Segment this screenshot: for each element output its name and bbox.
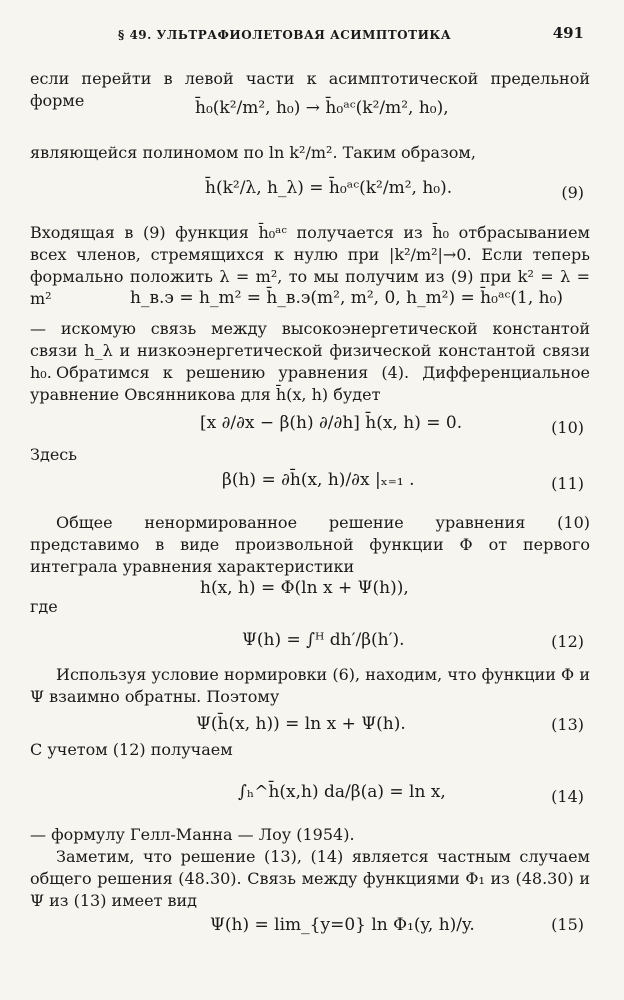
- equation-number-11: (11): [551, 474, 584, 493]
- equation-number-15: (15): [551, 915, 584, 934]
- running-header: § 49. УЛЬТРАФИОЛЕТОВАЯ АСИМПТОТИКА: [118, 28, 452, 42]
- equation-number-12: (12): [551, 632, 584, 651]
- paragraph-7: Общее ненормированное решение уравнения (10) представимо в виде произвольной функции Φ от первого интеграла уравнения характеристики: [30, 513, 590, 576]
- formula-15: Ψ(h) = lim_{y=0} ln Φ₁(y, h)/y.: [210, 915, 475, 935]
- paragraph-11: — формулу Гелл-Манна — Лоу (1954).: [30, 825, 355, 844]
- paragraph-8: где: [30, 597, 58, 616]
- formula-coupling-relation: h_в.э = h_m² = h̄_в.э(m², m², 0, h_m²) = h̄₀ᵃᶜ(1, h₀): [130, 288, 564, 308]
- paragraph-5: Обратимся к решению уравнения (4). Дифференциальное уравнение Овсянникова для h̄(x, h) будет: [30, 363, 590, 404]
- paragraph-1: если перейти в левой части к асимптотической предельной форме: [30, 69, 590, 110]
- formula-asymptotic-limit: h̄₀(k²/m², h₀) → h̄₀ᵃᶜ(k²/m², h₀),: [195, 98, 449, 118]
- formula-14: ∫ₕ^h̄(x,h) da/β(a) = ln x,: [238, 782, 446, 802]
- paragraph-12: Заметим, что решение (13), (14) является частным случаем общего решения (48.30). Связь между функциями Φ₁ из (48.30) и Ψ из (13) имеет вид: [30, 847, 590, 910]
- formula-general-solution: h(x, h) = Φ(ln x + Ψ(h)),: [200, 578, 409, 598]
- equation-number-10: (10): [551, 418, 584, 437]
- equation-number-9: (9): [561, 183, 584, 202]
- formula-9: h̄(k²/λ, h_λ) = h̄₀ᵃᶜ(k²/m², h₀).: [205, 178, 453, 198]
- formula-13: Ψ(h̄(x, h)) = ln x + Ψ(h).: [196, 714, 406, 734]
- paragraph-9: Используя условие нормировки (6), находим, что функции Φ и Ψ взаимно обратны. Поэтому: [30, 665, 590, 706]
- page-number: 491: [552, 24, 584, 42]
- paragraph-10: С учетом (12) получаем: [30, 740, 233, 759]
- equation-number-13: (13): [551, 715, 584, 734]
- paragraph-2: являющейся полиномом по ln k²/m². Таким образом,: [30, 143, 476, 162]
- paragraph-4: — искомую связь между высокоэнергетической константой связи h_λ и низкоэнергетической физической константой связи h₀.: [30, 319, 590, 382]
- formula-12: Ψ(h) = ∫ᴴ dh′/β(h′).: [242, 630, 405, 650]
- paragraph-3: Входящая в (9) функция h̄₀ᵃᶜ получается из h̄₀ отбрасыванием всех членов, стремящихся к нулю при |k²/m²|→0. Если теперь формально положить λ = m², то мы получим из (9) при k² = λ = m²: [30, 223, 590, 308]
- paragraph-6: Здесь: [30, 445, 77, 464]
- equation-number-14: (14): [551, 787, 584, 806]
- formula-10: [x ∂/∂x − β(h) ∂/∂h] h̄(x, h) = 0.: [200, 413, 463, 433]
- formula-11: β(h) = ∂h̄(x, h)/∂x |ₓ₌₁ .: [222, 470, 415, 490]
